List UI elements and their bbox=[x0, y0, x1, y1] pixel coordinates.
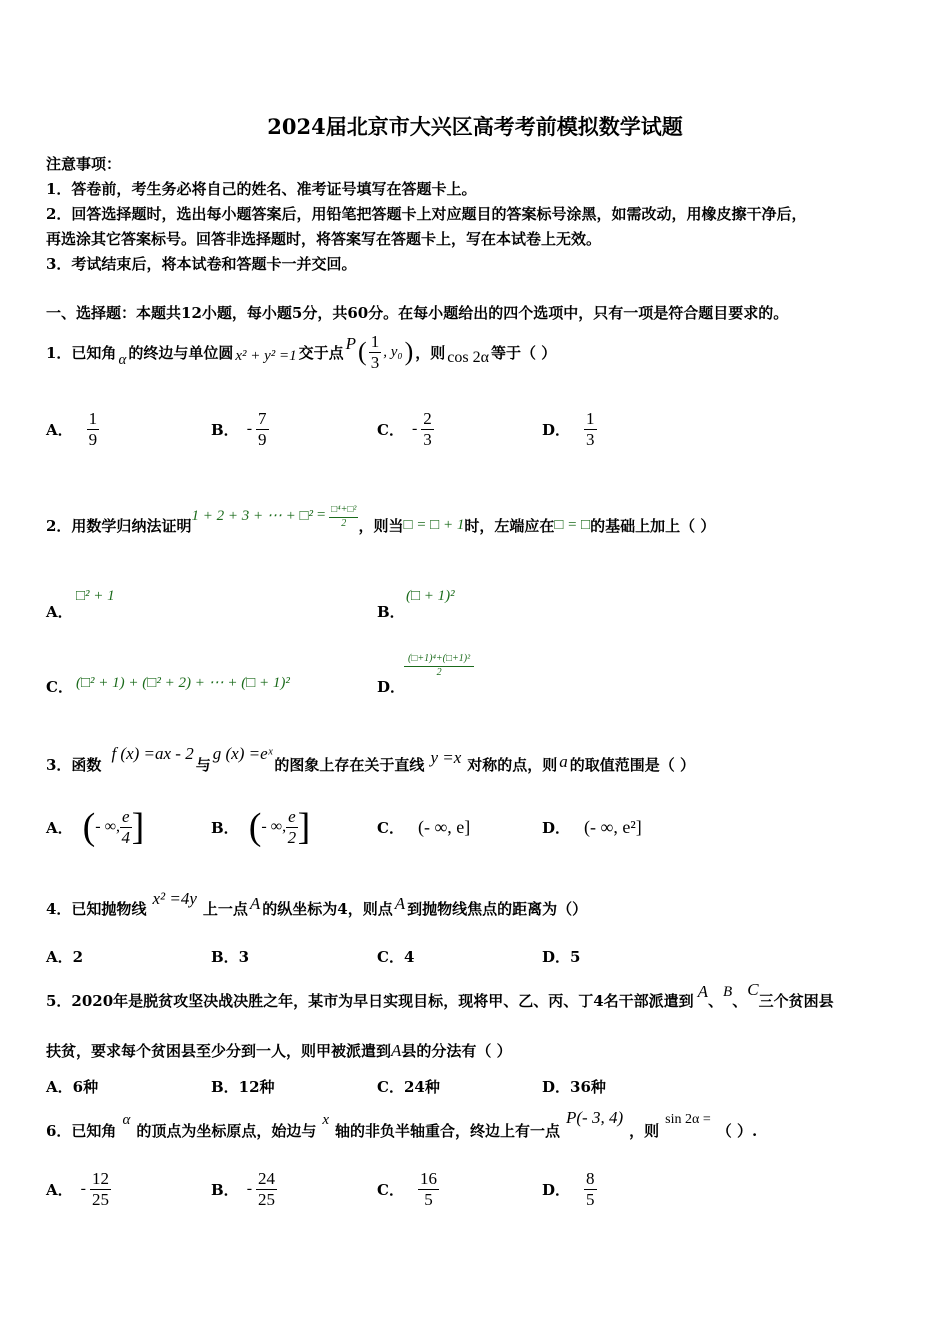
q4-parabola: x² =4y bbox=[152, 889, 197, 908]
q5-option-a: A．6种 bbox=[46, 1078, 99, 1096]
q1-option-b: B． - $\frac{7}{9}$ bbox=[211, 409, 267, 449]
q3-text-1: 3．函数 bbox=[46, 755, 102, 774]
q3-line: y =x bbox=[430, 748, 462, 767]
q3-text-5: 的取值范围是（ ） bbox=[569, 755, 695, 774]
q4-option-c: C．4 bbox=[377, 948, 415, 966]
q3-option-d: D． (- ∞, e²] bbox=[542, 816, 642, 837]
q5-county-a: A bbox=[697, 982, 709, 1001]
q3-option-c-value: (- ∞, e] bbox=[417, 816, 471, 837]
q6-text-4: ，则 bbox=[629, 1121, 660, 1140]
q4-text-3: 的纵坐标为4，则点 bbox=[262, 899, 393, 918]
q3-a: a bbox=[559, 752, 568, 771]
question-4 bbox=[46, 888, 587, 928]
q5-text-3: 扶贫，要求每个贫困县至少分到一人，则甲被派遣到 bbox=[46, 1042, 392, 1060]
notes-heading: 注意事项： bbox=[46, 155, 122, 173]
q1-circle-eq: x² + y² =1 bbox=[235, 347, 297, 364]
q4-option-a: A．2 bbox=[46, 948, 84, 966]
q5-option-d: D．36种 bbox=[542, 1078, 606, 1096]
q5-text-1: 5．2020年是脱贫攻坚决战决胜之年，某市为早日实现目标，现将甲、乙、丙、丁4名干部派遣到 bbox=[46, 991, 694, 1010]
q3-option-b: B． ( - ∞, $\frac{e}{2}$ ] bbox=[211, 806, 311, 848]
q3-text-4: 对称的点，则 bbox=[467, 755, 558, 774]
q4-point-a: A bbox=[249, 894, 261, 913]
q1-point-frac: $\frac{1}{3}$ bbox=[370, 331, 380, 372]
q3-text-3: 的图象上存在关于直线 bbox=[274, 755, 425, 774]
question-5-line-2 bbox=[46, 1040, 512, 1061]
q1-text-4: ，则 bbox=[415, 343, 446, 362]
q2-text-3: 时，左端应在 bbox=[464, 516, 555, 535]
q6-option-c: C． $\frac{16}{5}$ bbox=[377, 1169, 437, 1209]
note-item-1: 1．答卷前，考生务必将自己的姓名、准考证号填写在答题卡上。 bbox=[46, 180, 477, 198]
q3-option-d-value: (- ∞, e²] bbox=[584, 816, 642, 837]
note-item-2b: 再选涂其它答案标号。回答非选择题时，将答案写在答题卡上，写在本试卷上无效。 bbox=[46, 230, 602, 248]
section-heading: 一、选择题：本题共12小题，每小题5分，共60分。在每小题给出的四个选项中，只有一项是符合题目要求的。 bbox=[46, 304, 789, 322]
q6-sin: sin 2α = bbox=[665, 1112, 711, 1127]
q1-option-d-value: $\frac{1}{3}$ bbox=[586, 409, 595, 449]
q2-text-4: 的基础上加上（ ） bbox=[590, 516, 716, 535]
q6-text-2: 的顶点为坐标原点，始边与 bbox=[136, 1121, 317, 1140]
q4-option-b: B．3 bbox=[211, 948, 250, 966]
q2-text-2: ，则当 bbox=[358, 516, 404, 535]
q5-option-b: B．12种 bbox=[211, 1078, 275, 1096]
q6-text-3: 轴的非负半轴重合，终边上有一点 bbox=[335, 1121, 561, 1140]
q1-text-3: 交于点 bbox=[298, 343, 344, 362]
q3-g: g (x) =eˣ bbox=[212, 744, 273, 763]
q6-text-1: 6．已知角 bbox=[46, 1121, 117, 1140]
q1-text-1: 1．已知角 bbox=[46, 343, 117, 362]
q3-f: f (x) =ax - 2 bbox=[111, 744, 194, 763]
q1-alpha: α bbox=[118, 351, 127, 368]
q1-cos: cos 2α bbox=[447, 349, 489, 366]
q5-text-2: 三个贫困县 bbox=[758, 991, 834, 1010]
q2-option-c-label: C． bbox=[46, 678, 73, 696]
q5-county-b: B bbox=[723, 983, 733, 1000]
q4-text-2: 上一点 bbox=[202, 899, 248, 918]
q1-option-c-value: $\frac{2}{3}$ bbox=[423, 409, 432, 449]
q4-text-4: 到抛物线焦点的距离为（） bbox=[407, 899, 588, 918]
question-2: 2．用数学归纳法证明 1 + 2 + 3 + ⋯ + □² = $\frac{\text{□⁴+□²}}{2}$ ，则当 □ = □ + 1 时，左端应在 □ = □ 的基础上加上（ ） bbox=[46, 504, 716, 535]
q1-option-a-value: $\frac{1}{9}$ bbox=[88, 409, 98, 449]
q5-county-a-2: A bbox=[391, 1040, 402, 1060]
q5-county-c: C bbox=[747, 980, 759, 999]
q2-option-c-value: (□² + 1) + (□² + 2) + ⋯ + (□ + 1)² bbox=[76, 675, 290, 691]
note-item-2a: 2．回答选择题时，选出每小题答案后，用铅笔把答题卡上对应题目的答案标号涂黑，如需改动，用橡皮擦干净后， bbox=[46, 205, 807, 223]
q3-option-c: C． (- ∞, e] bbox=[377, 816, 471, 837]
page-title: 2024届北京市大兴区高考考前模拟数学试题 bbox=[267, 114, 683, 139]
question-1: 1．已知角 α 的终边与单位圆 x² + y² =1 交于点 P ( $\frac{1}{3}$ , y₀ ) ，则 cos 2α 等于（ ） bbox=[46, 331, 557, 372]
q1-option-d: D． $\frac{1}{3}$ bbox=[542, 409, 595, 449]
q6-option-b-value: $\frac{24}{25}$ bbox=[258, 1169, 276, 1209]
q2-option-b-label: B． bbox=[377, 603, 405, 621]
q2-option-d-label: D． bbox=[377, 678, 406, 696]
q6-point-p: P(- 3, 4) bbox=[566, 1108, 624, 1127]
q5-text-4: 县的分法有（ ） bbox=[401, 1042, 512, 1060]
q1-option-a: A． $\frac{1}{9}$ bbox=[46, 409, 98, 449]
q6-alpha: α bbox=[122, 1111, 131, 1128]
q1-point-y: , y₀ bbox=[383, 343, 403, 360]
q2-option-d-value: $\frac{\text{(□+1)⁴+(□+1)²}}{2}$ bbox=[404, 654, 474, 678]
q2-option-a-value: □² + 1 bbox=[76, 588, 115, 604]
question-3 bbox=[46, 744, 695, 784]
q6-option-d: D． $\frac{8}{5}$ bbox=[542, 1169, 595, 1209]
q6-option-d-value: $\frac{8}{5}$ bbox=[586, 1169, 595, 1209]
q3-text-2: 与 bbox=[195, 755, 211, 774]
q2-option-a-label: A． bbox=[46, 603, 73, 621]
q6-option-c-value: $\frac{16}{5}$ bbox=[419, 1169, 437, 1209]
q6-option-a: A． - $\frac{12}{25}$ bbox=[46, 1169, 109, 1209]
q4-text-1: 4．已知抛物线 bbox=[46, 899, 147, 918]
q2-cond-2: □ = □ bbox=[554, 516, 591, 533]
q1-text-2: 的终边与单位圆 bbox=[128, 343, 234, 362]
q2-cond-1: □ = □ + 1 bbox=[403, 516, 465, 533]
q4-option-d: D．5 bbox=[542, 948, 581, 966]
q6-text-5: （ ）. bbox=[716, 1121, 758, 1140]
q1-option-c: C． - $\frac{2}{3}$ bbox=[377, 409, 432, 449]
q2-option-b-value: (□ + 1)² bbox=[406, 588, 455, 604]
q6-option-a-value: $\frac{12}{25}$ bbox=[91, 1169, 109, 1209]
q1-text-5: 等于（ ） bbox=[491, 343, 557, 362]
q5-option-c: C．24种 bbox=[377, 1078, 440, 1096]
q2-formula-frac: $\frac{\text{□⁴+□²}}{2}$ bbox=[331, 504, 357, 529]
q6-option-b: B． - $\frac{24}{25}$ bbox=[211, 1169, 276, 1209]
note-item-3: 3．考试结束后，将本试卷和答题卡一并交回。 bbox=[46, 255, 357, 273]
q2-formula: 1 + 2 + 3 + ⋯ + □² bbox=[191, 507, 313, 524]
q1-option-b-value: $\frac{7}{9}$ bbox=[258, 409, 267, 449]
q6-x: x bbox=[322, 1111, 329, 1128]
q2-text-1: 2．用数学归纳法证明 bbox=[46, 516, 192, 535]
question-5: 5．2020年是脱贫攻坚决战决胜之年，某市为早日实现目标，现将甲、乙、丙、丁4名干部派遣到 A 、 B 、 C 三个贫困县 bbox=[46, 980, 834, 1010]
q1-point-p: P bbox=[345, 334, 357, 353]
question-6 bbox=[46, 1110, 757, 1150]
q3-option-a: A． ( - ∞, $\frac{e}{4}$ ] bbox=[46, 806, 145, 848]
q4-point-a-2: A bbox=[394, 894, 406, 913]
